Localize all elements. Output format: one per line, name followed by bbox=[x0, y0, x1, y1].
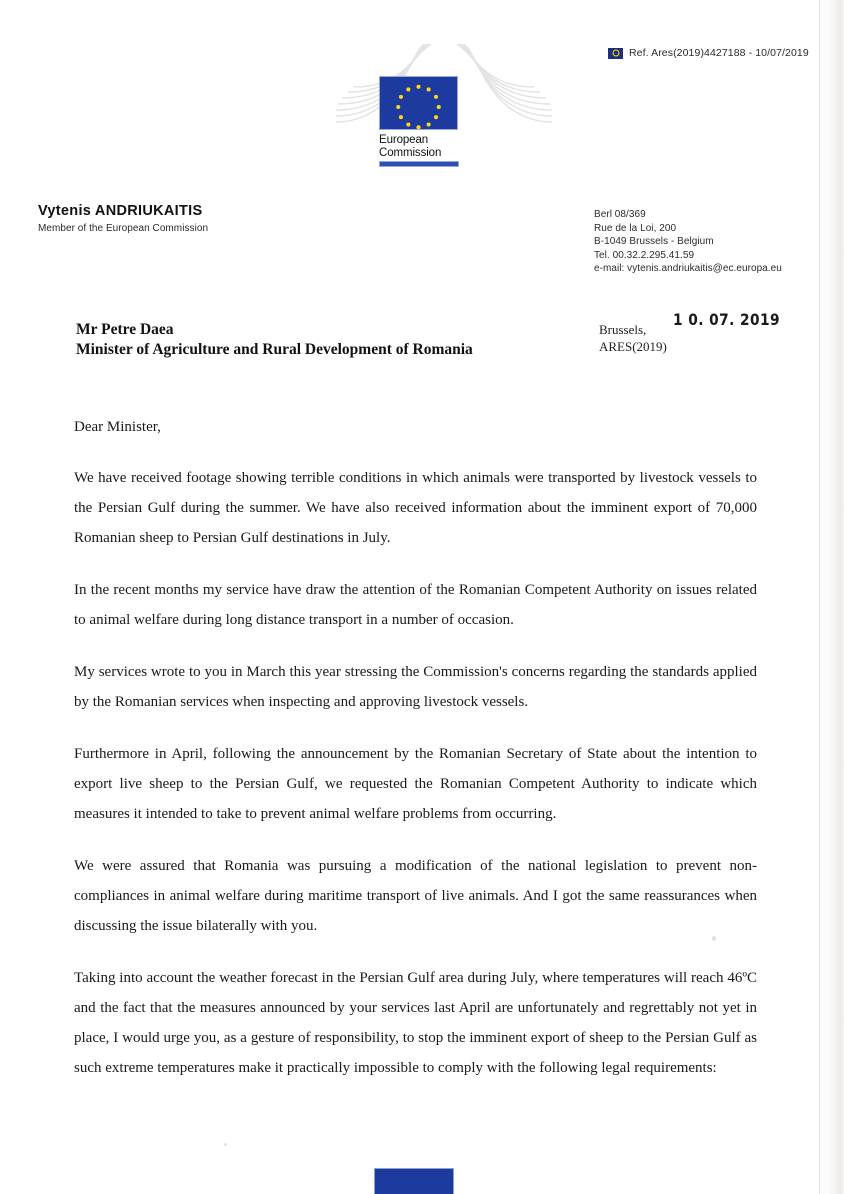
recipient-title: Minister of Agriculture and Rural Development of Romania bbox=[76, 341, 473, 358]
scan-speck bbox=[224, 1143, 227, 1146]
paragraph: Taking into account the weather forecast in the Persian Gulf area during July, where temperatures will reach 46ºC and the fact that the measures announced by your services last April are unfortunately and regrettably not yet in place, I would urge you, as a gesture of responsibility, to stop the imminent export of sheep to the Persian Gulf as such extreme temperatures make it practically impossible to comply with the following legal requirements: bbox=[74, 970, 757, 1076]
address-line-email: e-mail: vytenis.andriukaitis@ec.europa.eu bbox=[594, 263, 782, 274]
address-block bbox=[594, 208, 782, 276]
sender-role: Member of the European Commission bbox=[38, 223, 209, 234]
eu-flag-icon bbox=[379, 76, 458, 130]
paragraph: My services wrote to you in March this year stressing the Commission's concerns regarding the standards applied by the Romanian services when inspecting and approving livestock vessels. bbox=[74, 664, 757, 710]
recipient-name: Mr Petre Daea bbox=[76, 321, 174, 338]
salutation: Dear Minister, bbox=[74, 419, 161, 435]
european-commission-logo bbox=[334, 44, 554, 174]
eu-stars bbox=[380, 77, 457, 130]
sender-block bbox=[38, 203, 208, 234]
place-block bbox=[599, 321, 667, 355]
address-line-2: Rue de la Loi, 200 bbox=[594, 222, 677, 234]
stamp-date: 1 0. 07. 2019 bbox=[673, 310, 781, 329]
paragraph: Furthermore in April, following the announcement by the Romanian Secretary of State about the intention to export live sheep to the Persian Gulf, we requested the Romanian Competent Authority to indicate which measures it intended to take to prevent animal welfare problems from occurring. bbox=[74, 746, 757, 822]
logo-wordmark bbox=[379, 134, 441, 159]
address-line-phone: Tel. 00.32.2.295.41.59 bbox=[594, 249, 695, 261]
logo-underline-bar bbox=[379, 161, 459, 167]
page-edge-line bbox=[819, 0, 820, 1194]
sender-name: Vytenis ANDRIUKAITIS bbox=[38, 203, 203, 219]
paragraph: In the recent months my service have draw the attention of the Romanian Competent Authority on issues related to animal welfare during long distance transport in a number of occasion. bbox=[74, 582, 757, 628]
paragraph: We were assured that Romania was pursuing a modification of the national legislation to prevent non-compliances in animal welfare during maritime transport of live animals. And I got the same reassurances when discussing the issue bilaterally with you. bbox=[74, 858, 757, 934]
address-line-1: Berl 08/369 bbox=[594, 209, 646, 220]
paragraph: We have received footage showing terrible conditions in which animals were transported by livestock vessels to the Persian Gulf during the summer. We have also received information about the imminent export of 70,000 Romanian sheep to Persian Gulf destinations in July. bbox=[74, 470, 757, 546]
letter-body bbox=[74, 463, 757, 1083]
eu-flag-icon bbox=[374, 1168, 454, 1194]
reference-line bbox=[608, 47, 809, 59]
address-line-3: B-1049 Brussels - Belgium bbox=[594, 236, 714, 247]
page-edge-shadow bbox=[818, 0, 844, 1194]
eu-flag-icon bbox=[608, 48, 623, 59]
ares-number: ARES(2019) bbox=[599, 339, 667, 354]
place-city: Brussels, bbox=[599, 322, 647, 337]
logo-line-commission: Commission bbox=[379, 146, 442, 159]
reference-text: Ref. Ares(2019)4427188 - 10/07/2019 bbox=[629, 47, 809, 59]
recipient-block bbox=[76, 320, 473, 360]
logo-line-european: European bbox=[379, 134, 429, 146]
